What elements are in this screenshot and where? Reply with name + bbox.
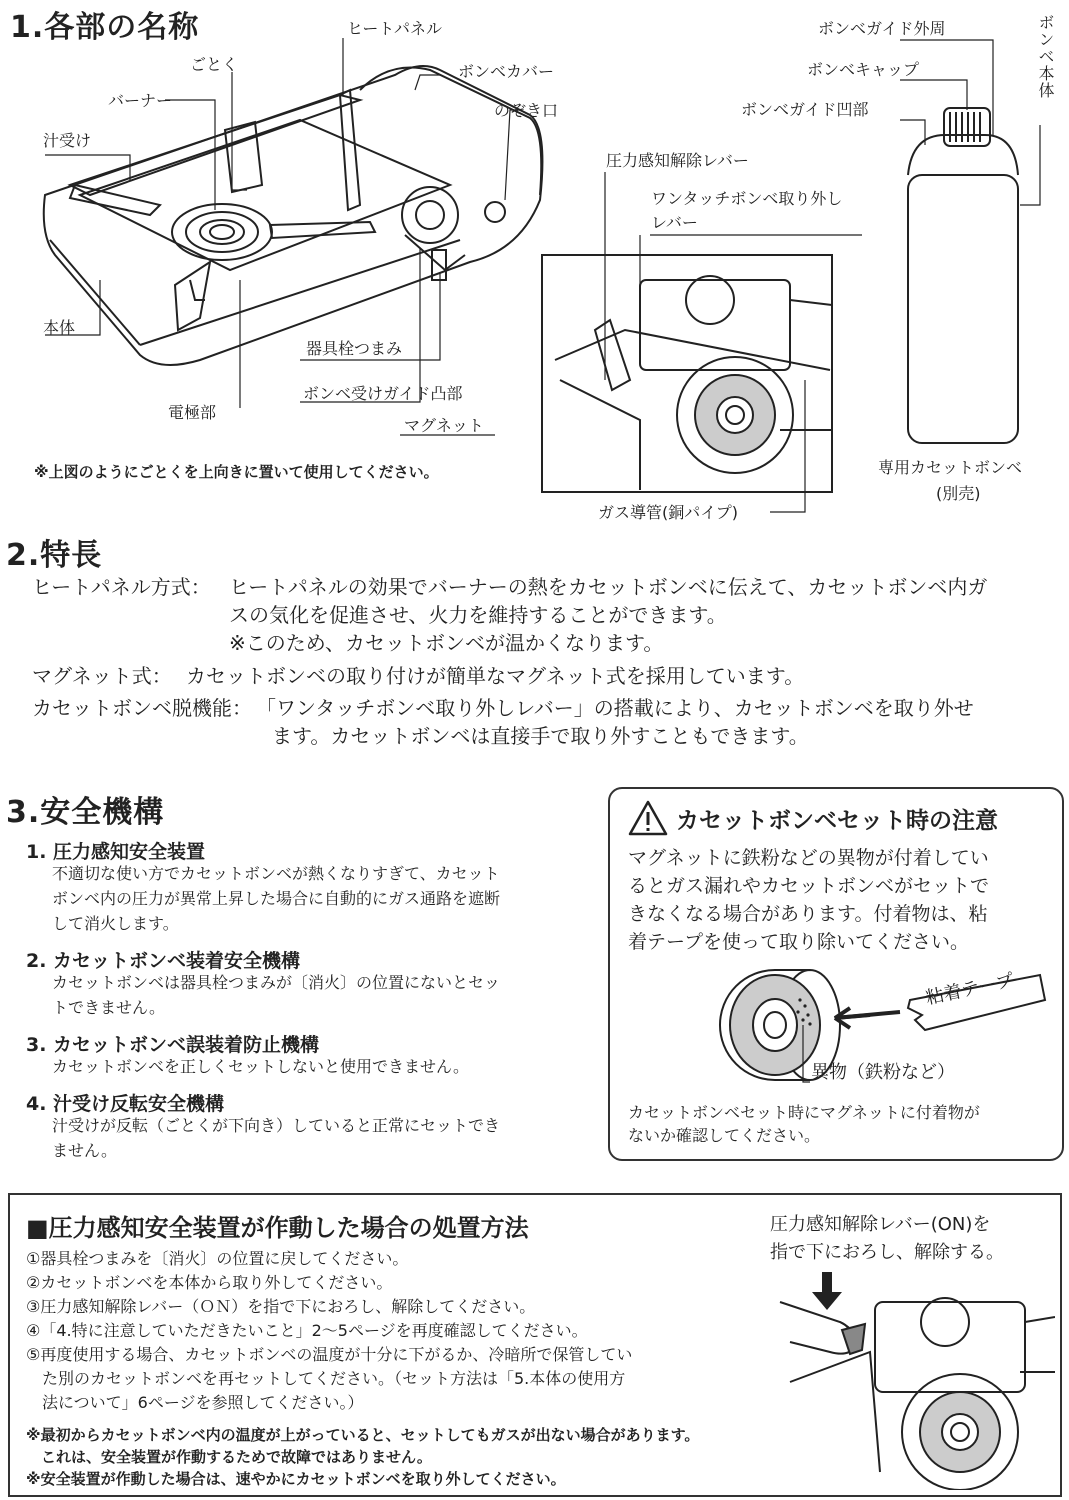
tape-label: 粘着テープ	[924, 969, 1016, 1010]
safety-item-3-line1: カセットボンベを正しくセットしないと使用できません。	[52, 1057, 469, 1076]
safety-item-2-line1: カセットボンベは器具栓つまみが〔消火〕の位置にないとセッ	[52, 973, 501, 992]
caution-line4: 着テープを使って取り除いてください。	[628, 931, 970, 953]
label-gotoku: ごとく	[190, 55, 239, 74]
feature-magnet-heading: マグネット式：	[32, 664, 172, 688]
procedure-note-2: これは、安全装置が作動するためで故障ではありません。	[26, 1448, 432, 1466]
label-magnet: マグネット	[404, 416, 484, 435]
procedure-side-line2: 指で下におろし、解除する。	[770, 1242, 1004, 1263]
label-shiruuke: 汁受け	[43, 131, 92, 150]
section2-title: 2.特長	[6, 538, 103, 573]
label-electrode: 電極部	[168, 403, 217, 422]
label-guide-outer: ボンベガイド外周	[818, 19, 946, 38]
label-bombe-body: ボンベ本体	[1036, 14, 1055, 99]
safety-item-3-heading: 3. カセットボンベ誤装着防止機構	[26, 1034, 320, 1056]
procedure-step-3: ③圧力感知解除レバー（ＯＮ）を指で下におろし、解除してください。	[26, 1297, 536, 1316]
feature-release-heading: カセットボンベ脱機能：	[32, 696, 252, 720]
safety-item-1-line2: ボンベ内の圧力が異常上昇した場合に自動的にガス通路を遮断	[52, 889, 501, 908]
label-burner: バーナー	[108, 91, 173, 110]
procedure-step-5-line1: ⑤再度使用する場合、カセットボンベの温度が十分に下がるか、冷暗所で保管してい	[26, 1345, 633, 1364]
label-cap: ボンベキャップ	[807, 60, 920, 79]
safety-item-4-line1: 汁受けが反転（ごとくが下向き）していると正常にセットでき	[52, 1116, 501, 1135]
label-nozoki: のぞき口	[494, 101, 559, 120]
safety-item-2-heading: 2. カセットボンベ装着安全機構	[26, 950, 301, 972]
label-heat-panel: ヒートパネル	[347, 19, 443, 38]
caution-bottom-line1: カセットボンベセット時にマグネットに付着物が	[628, 1103, 980, 1122]
section3-title: 3.安全機構	[6, 795, 165, 830]
procedure-side-line1: 圧力感知解除レバー(ON)を	[770, 1214, 991, 1235]
label-gas-pipe: ガス導管(銅パイプ)	[598, 503, 739, 522]
section1-title: 1.各部の名称	[10, 10, 200, 45]
procedure-step-2: ②カセットボンベを本体から取り外してください。	[26, 1273, 393, 1292]
label-pressure-lever: 圧力感知解除レバー	[606, 151, 749, 170]
feature-heat-panel-line2: スの気化を促進させ、火力を維持することができます。	[229, 603, 727, 627]
caution-bottom-line2: ないか確認してください。	[628, 1126, 821, 1145]
procedure-note-1: ※最初からカセットボンベ内の温度が上がっていると、セットしてもガスが出ない場合があります。	[26, 1426, 700, 1444]
caution-title: カセットボンベセット時の注意	[676, 808, 998, 834]
foreign-matter-label: 異物（鉄粉など）	[811, 1062, 955, 1083]
label-cassette-sold-separately: (別売)	[936, 484, 981, 503]
label-hontai: 本体	[43, 318, 76, 337]
safety-item-4-line2: ません。	[52, 1141, 117, 1160]
section1-note: ※上図のようにごとくを上向きに置いて使用してください。	[34, 463, 439, 481]
warning-icon	[628, 800, 668, 836]
safety-item-1-heading: 1. 圧力感知安全装置	[26, 841, 206, 863]
feature-release-line2: ます。カセットボンベは直接手で取り外すこともできます。	[272, 724, 809, 748]
label-cassette: 専用カセットボンベ	[878, 458, 1023, 477]
label-onetouch-1: ワンタッチボンベ取り外し	[651, 189, 843, 208]
label-guide-convex: ボンベ受けガイド凸部	[303, 384, 463, 403]
caution-line1: マグネットに鉄粉などの異物が付着してい	[628, 847, 989, 869]
safety-item-1-line1: 不適切な使い方でカセットボンベが熱くなりすぎて、カセット	[52, 864, 500, 883]
label-knob: 器具栓つまみ	[306, 339, 403, 358]
safety-item-2-line2: トできません。	[52, 998, 165, 1017]
safety-item-1-line3: して消火します。	[52, 914, 179, 933]
label-guide-concave: ボンベガイド凹部	[741, 100, 869, 119]
feature-heat-panel-line3: ※このため、カセットボンベが温かくなります。	[229, 631, 664, 655]
feature-release-line1: 「ワンタッチボンベ取り外しレバー」の搭載により、カセットボンベを取り外せ	[256, 696, 974, 720]
safety-item-4-heading: 4. 汁受け反転安全機構	[26, 1093, 225, 1115]
procedure-step-4: ④「4.特に注意していただきたいこと」2～5ページを再度確認してください。	[26, 1321, 588, 1340]
label-bombe-cover: ボンベカバー	[458, 62, 555, 81]
caution-line3: きなくなる場合があります。付着物は、粘	[628, 903, 988, 925]
procedure-note-3: ※安全装置が作動した場合は、速やかにカセットボンベを取り外してください。	[26, 1470, 566, 1488]
procedure-step-5-line3: 法について」6ページを参照してください。）	[26, 1393, 364, 1412]
procedure-step-1: ①器具栓つまみを〔消火〕の位置に戻してください。	[26, 1249, 409, 1268]
feature-heat-panel-heading: ヒートパネル方式：	[32, 575, 211, 599]
feature-heat-panel-line1: ヒートパネルの効果でバーナーの熱をカセットボンベに伝えて、カセットボンベ内ガ	[229, 575, 988, 599]
lever-release-illustration	[770, 1262, 1055, 1490]
procedure-title: ■圧力感知安全装置が作動した場合の処置方法	[26, 1214, 529, 1242]
feature-magnet-line1: カセットボンベの取り付けが簡単なマグネット式を採用しています。	[186, 664, 805, 688]
procedure-step-5-line2: た別のカセットボンベを再セットしてください。（セット方法は「5.本体の使用方	[26, 1369, 626, 1388]
caution-line2: るとガス漏れやカセットボンベがセットで	[628, 875, 990, 897]
label-onetouch-2: レバー	[651, 213, 698, 232]
